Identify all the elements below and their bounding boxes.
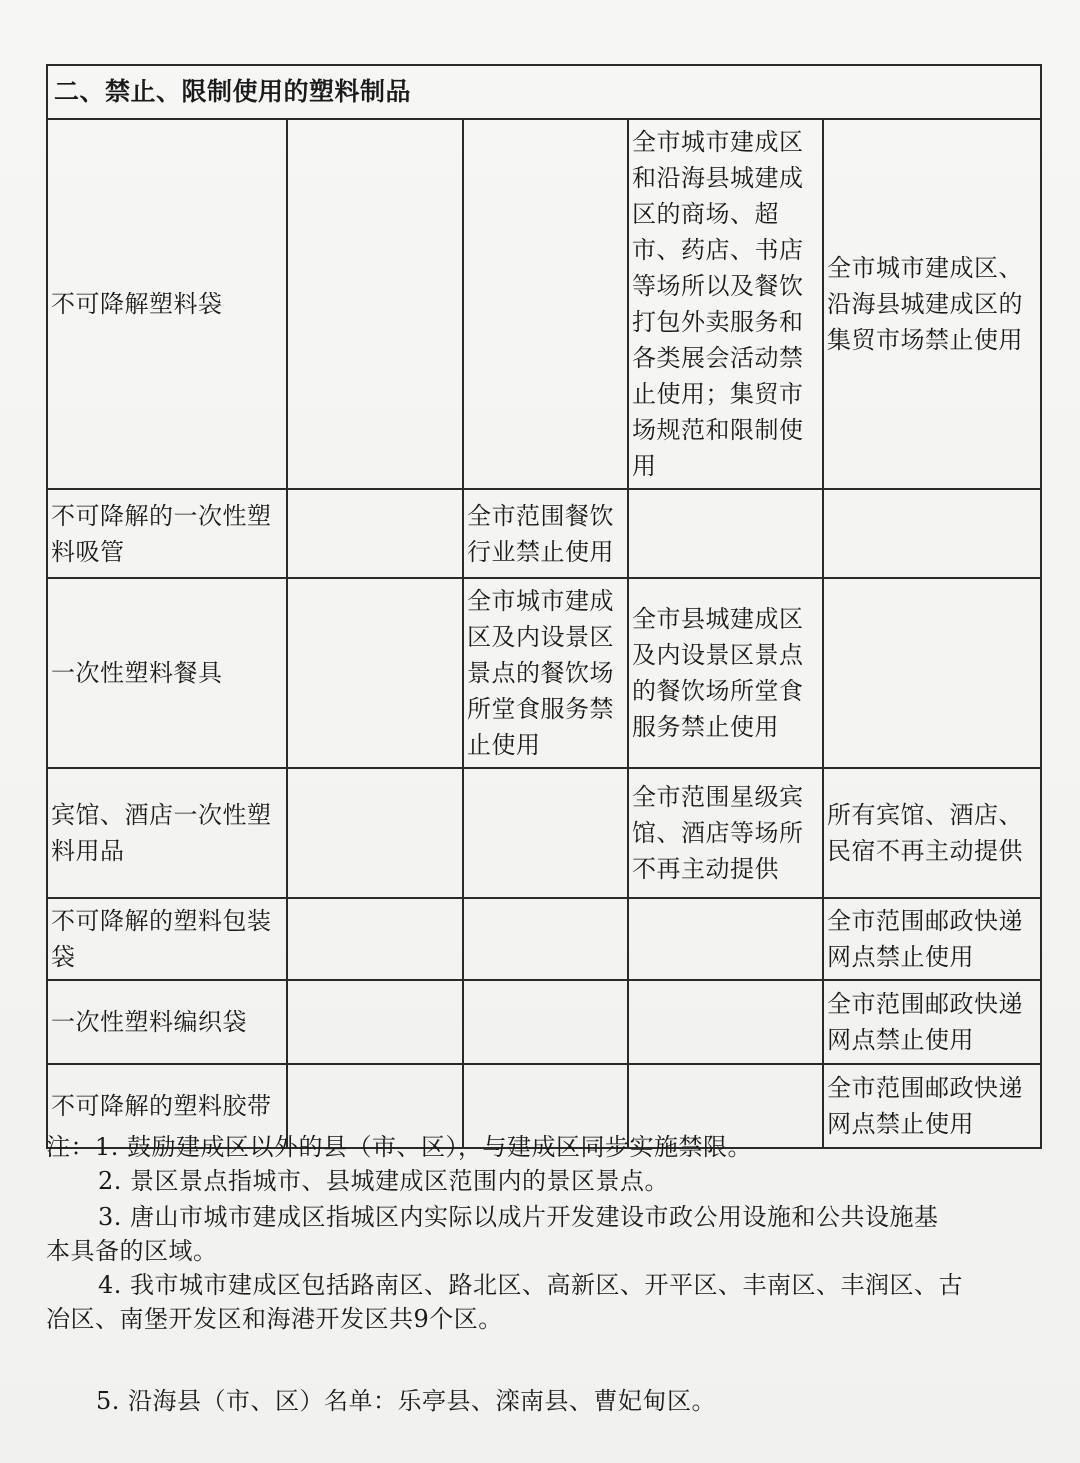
row-cell: 全市城市建成区及内设景区景点的餐饮场所堂食服务禁止使用 [463, 578, 628, 768]
row-cell [287, 489, 463, 578]
row-item: 一次性塑料编织袋 [47, 980, 287, 1064]
row-cell [287, 768, 463, 898]
table-row [47, 898, 1041, 980]
note-3-line-1: 3. 唐山市城市建成区指城区内实际以成片开发建设市政公用设施和公共设施基 [98, 1203, 939, 1231]
row-cell [628, 980, 823, 1064]
row-cell: 全市范围邮政快递网点禁止使用 [823, 980, 1041, 1064]
row-item: 不可降解塑料袋 [47, 119, 287, 489]
notes-section [46, 1130, 1036, 1418]
note-4-line-2: 冶区、南堡开发区和海港开发区共9个区。 [46, 1305, 503, 1333]
note-1: 注：1. 鼓励建成区以外的县（市、区），与建成区同步实施禁限。 [46, 1133, 753, 1161]
note-5: 5. 沿海县（市、区）名单：乐亭县、滦南县、曹妃甸区。 [96, 1387, 717, 1415]
row-cell [823, 489, 1041, 578]
table-row [47, 119, 1041, 489]
row-cell: 全市范围邮政快递网点禁止使用 [823, 1064, 1041, 1148]
row-item: 不可降解的塑料胶带 [47, 1064, 287, 1148]
row-cell [287, 119, 463, 489]
plastics-table [46, 64, 1042, 1149]
row-cell: 全市范围星级宾馆、酒店等场所不再主动提供 [628, 768, 823, 898]
row-cell [823, 578, 1041, 768]
row-cell: 全市城市建成区、沿海县城建成区的集贸市场禁止使用 [823, 119, 1041, 489]
table-row [47, 578, 1041, 768]
row-cell [463, 119, 628, 489]
row-item: 宾馆、酒店一次性塑料用品 [47, 768, 287, 898]
row-cell: 全市县城建成区及内设景区景点的餐饮场所堂食服务禁止使用 [628, 578, 823, 768]
table-heading: 二、禁止、限制使用的塑料制品 [47, 65, 1041, 119]
row-cell: 所有宾馆、酒店、民宿不再主动提供 [823, 768, 1041, 898]
table-heading-row [47, 65, 1041, 119]
row-item: 不可降解的一次性塑料吸管 [47, 489, 287, 578]
row-cell [628, 489, 823, 578]
row-item: 不可降解的塑料包装袋 [47, 898, 287, 980]
row-cell [463, 898, 628, 980]
table-row [47, 489, 1041, 578]
row-item: 一次性塑料餐具 [47, 578, 287, 768]
note-4-line-1: 4. 我市城市建成区包括路南区、路北区、高新区、开平区、丰南区、丰润区、古 [98, 1271, 964, 1299]
table-row [47, 768, 1041, 898]
row-cell [287, 578, 463, 768]
row-cell [463, 768, 628, 898]
note-3-line-2: 本具备的区域。 [46, 1237, 218, 1265]
note-2: 2. 景区景点指城市、县城建成区范围内的景区景点。 [98, 1167, 670, 1195]
row-cell [463, 980, 628, 1064]
row-cell [628, 898, 823, 980]
table-row [47, 980, 1041, 1064]
row-cell: 全市范围邮政快递网点禁止使用 [823, 898, 1041, 980]
row-cell [287, 898, 463, 980]
row-cell: 全市范围餐饮行业禁止使用 [463, 489, 628, 578]
row-cell: 全市城市建成区和沿海县城建成区的商场、超市、药店、书店等场所以及餐饮打包外卖服务和各类展会活动禁止使用；集贸市场规范和限制使用 [628, 119, 823, 489]
row-cell [287, 980, 463, 1064]
